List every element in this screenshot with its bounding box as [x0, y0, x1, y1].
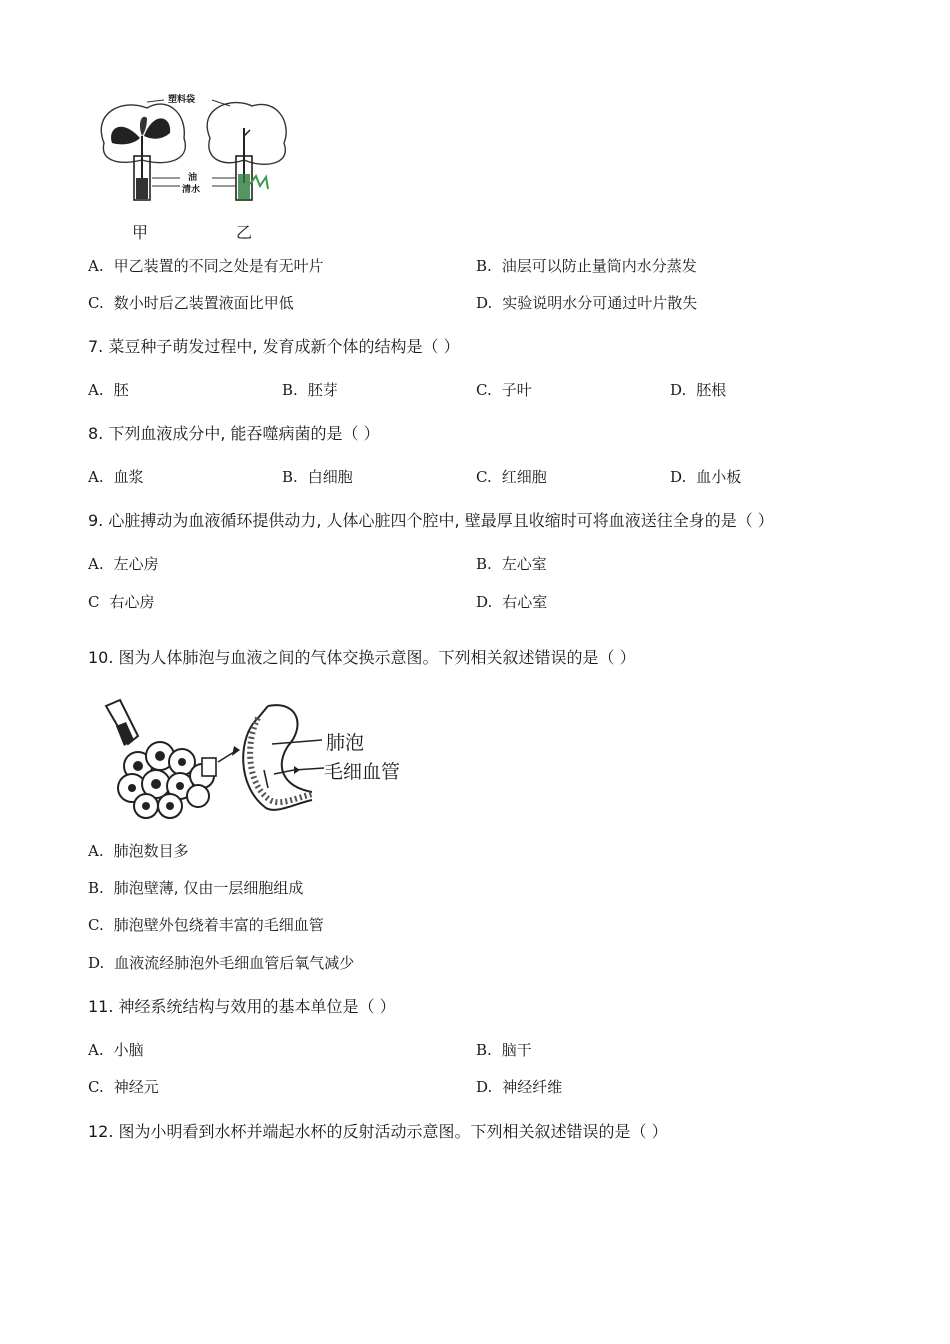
transpiration-diagram: [92, 88, 302, 218]
q8-stem: 8. 下列血液成分中, 能吞噬病菌的是（ ）: [88, 424, 380, 443]
option-text: 右心室: [502, 593, 548, 611]
q9-option-a[interactable]: [88, 554, 159, 574]
option-letter: B.: [282, 381, 298, 399]
option-text: 血浆: [113, 468, 144, 486]
q7-option-b[interactable]: [282, 380, 338, 400]
plastic-bag-label: 塑料袋: [168, 95, 196, 105]
option-text: 神经纤维: [502, 1078, 563, 1096]
option-text: 神经元: [113, 1078, 159, 1096]
option-letter: C: [88, 593, 100, 611]
option-letter: A.: [88, 1041, 104, 1059]
option-letter: D.: [476, 1078, 493, 1096]
option-text: 肺泡壁外包绕着丰富的毛细血管: [113, 916, 324, 934]
option-text: 脑干: [501, 1041, 532, 1059]
q9-option-d[interactable]: [476, 592, 547, 612]
q7-stem: 7. 菜豆种子萌发过程中, 发育成新个体的结构是（ ）: [88, 337, 460, 356]
option-text: 胚: [113, 381, 129, 399]
q11-option-b[interactable]: [476, 1040, 532, 1060]
option-text: 小脑: [113, 1041, 144, 1059]
q7-option-c[interactable]: [476, 380, 532, 400]
option-text: 肺泡数目多: [113, 842, 189, 860]
q6-option-a[interactable]: [88, 256, 324, 276]
option-letter: A.: [88, 555, 104, 573]
water-label: 清水: [182, 185, 201, 195]
option-letter: C.: [88, 294, 104, 312]
q12-stem: 12. 图为小明看到水杯并端起水杯的反射活动示意图。下列相关叙述错误的是（ ）: [88, 1122, 668, 1141]
q8-option-d[interactable]: [670, 467, 741, 487]
q9-option-c[interactable]: [88, 592, 155, 612]
q10-option-a[interactable]: [88, 841, 189, 861]
option-letter: A.: [88, 468, 104, 486]
alveolus-label: 肺泡: [326, 732, 365, 754]
option-letter: A.: [88, 381, 104, 399]
q8-option-c[interactable]: [476, 467, 547, 487]
q6-option-b[interactable]: [476, 256, 697, 276]
option-letter: A.: [88, 842, 104, 860]
option-text: 左心室: [501, 555, 547, 573]
option-text: 血液流经肺泡外毛细血管后氧气减少: [114, 954, 355, 972]
q11-option-a[interactable]: [88, 1040, 144, 1060]
device-yi-label: 乙: [236, 223, 253, 242]
option-letter: D.: [476, 593, 493, 611]
option-letter: C.: [476, 381, 492, 399]
q6-option-c[interactable]: [88, 293, 294, 313]
option-letter: D.: [476, 294, 493, 312]
option-letter: D.: [88, 954, 105, 972]
q7-option-d[interactable]: [670, 380, 726, 400]
option-text: 红细胞: [501, 468, 547, 486]
option-letter: B.: [282, 468, 298, 486]
q11-option-c[interactable]: [88, 1077, 159, 1097]
q10-stem: 10. 图为人体肺泡与血液之间的气体交换示意图。下列相关叙述错误的是（ ）: [88, 648, 636, 667]
option-letter: C.: [88, 1078, 104, 1096]
option-text: 血小板: [696, 468, 742, 486]
option-text: 油层可以防止量筒内水分蒸发: [501, 257, 697, 275]
q10-option-d[interactable]: [88, 953, 354, 973]
option-text: 左心房: [113, 555, 159, 573]
q11-stem: 11. 神经系统结构与效用的基本单位是（ ）: [88, 997, 396, 1016]
option-text: 实验说明水分可通过叶片散失: [502, 294, 698, 312]
q6-option-d[interactable]: [476, 293, 697, 313]
option-text: 数小时后乙装置液面比甲低: [113, 294, 294, 312]
option-letter: D.: [670, 468, 687, 486]
capillary-label: 毛细血管: [324, 761, 401, 783]
option-letter: C.: [476, 468, 492, 486]
option-text: 胚根: [696, 381, 727, 399]
alveolus-figure: [98, 696, 428, 826]
q10-option-c[interactable]: [88, 915, 324, 935]
device-jia-label: 甲: [132, 223, 149, 242]
option-letter: B.: [88, 879, 104, 897]
option-letter: B.: [476, 1041, 492, 1059]
option-letter: B.: [476, 555, 492, 573]
q11-option-d[interactable]: [476, 1077, 562, 1097]
option-letter: B.: [476, 257, 492, 275]
q9-stem: 9. 心脏搏动为血液循环提供动力, 人体心脏四个腔中, 壁最厚且收缩时可将血液送往全身的是（ ）: [88, 511, 774, 530]
option-text: 右心房: [109, 593, 155, 611]
option-text: 胚芽: [307, 381, 338, 399]
option-text: 肺泡壁薄, 仅由一层细胞组成: [113, 879, 304, 897]
option-letter: A.: [88, 257, 104, 275]
q7-option-a[interactable]: [88, 380, 129, 400]
q8-option-a[interactable]: [88, 467, 144, 487]
q10-option-b[interactable]: [88, 878, 303, 898]
option-text: 甲乙装置的不同之处是有无叶片: [113, 257, 324, 275]
option-text: 白细胞: [307, 468, 353, 486]
transpiration-figure: [92, 88, 302, 243]
q9-option-b[interactable]: [476, 554, 547, 574]
option-text: 子叶: [501, 381, 532, 399]
option-letter: C.: [88, 916, 104, 934]
option-letter: D.: [670, 381, 687, 399]
q8-option-b[interactable]: [282, 467, 353, 487]
oil-label: 油: [188, 173, 198, 183]
